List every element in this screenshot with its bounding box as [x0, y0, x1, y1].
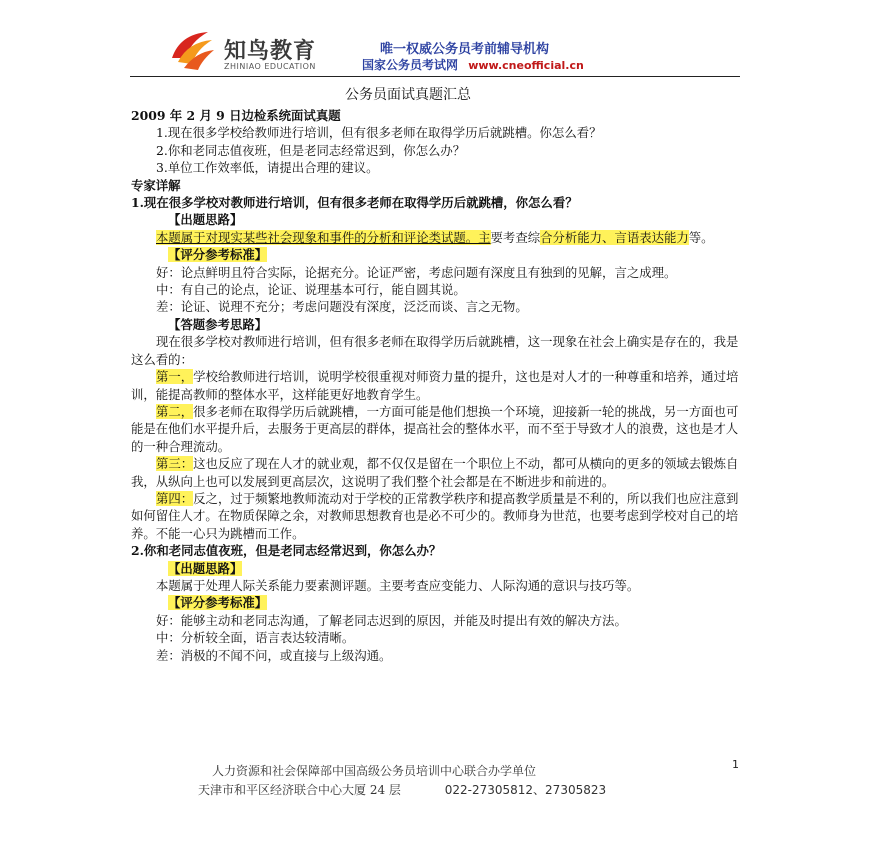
third-label: 第三： — [156, 456, 194, 472]
q1-answer-third — [131, 455, 741, 490]
q1-answer-first — [131, 368, 741, 403]
fourth-label: 第四： — [156, 490, 194, 506]
question-1-title: 1.现在很多学校对教师进行培训，但有很多老师在取得学历后就跳槽，你怎么看？ — [131, 195, 578, 211]
question-2-title: 2.你和老同志值夜班，但是老同志经常迟到，你怎么办？ — [131, 543, 442, 559]
zhiniao-logo — [168, 28, 348, 74]
header-site — [362, 56, 584, 73]
second-label: 第二， — [156, 403, 194, 419]
q2-idea-paragraph: 本题属于处理人际关系能力要素测评题。主要考查应变能力、人际沟通的意识与技巧等。 — [156, 577, 640, 593]
q2-standard-heading — [131, 594, 741, 611]
page-number: 1 — [732, 758, 739, 771]
q1-idea-paragraph — [131, 229, 741, 246]
q1-grade-mid: 中：有自己的论点，论证、说理基本可行，能自圆其说。 — [156, 282, 466, 298]
footer-organization: 人力资源和社会保障部中国高级公务员培训中心联合办学单位 — [212, 764, 537, 778]
q1-idea-heading: 【出题思路】 — [168, 212, 243, 228]
section-title: 2009 年 2 月 9 日边检系统面试真题 — [131, 108, 341, 123]
site-label: 国家公务员考试网 — [362, 58, 459, 72]
site-url-link[interactable]: www.cneofficial.cn — [468, 59, 584, 72]
q1-answer-second — [131, 403, 741, 455]
question-2-short: 2.你和老同志值夜班，但是老同志经常迟到，你怎么办？ — [156, 142, 466, 158]
q1-grade-bad: 差：论证、说理不充分；考虑问题没有深度，泛泛而谈、言之无物。 — [156, 299, 528, 315]
q2-grade-good: 好：能够主动和老同志沟通，了解老同志迟到的原因，并能及时提出有效的解决方法。 — [156, 612, 627, 628]
q1-idea-text-d: 等。 — [688, 229, 714, 245]
expert-heading: 专家详解 — [131, 177, 181, 193]
header-slogan: 唯一权威公务员考前辅导机构 — [380, 42, 550, 57]
question-1-short: 1.现在很多学校给教师进行培训，但有很多老师在取得学历后就跳槽。你怎么看？ — [156, 125, 602, 141]
logo-english-name: ZHINIAO EDUCATION — [224, 62, 316, 71]
document-title: 公务员面试真题汇总 — [345, 87, 471, 103]
q2-grade-mid: 中：分析较全面，语言表达较清晰。 — [156, 630, 355, 646]
q1-idea-highlight-a: 本题属于对现实某些社会现象和事件的分析和评论类试题。主 — [156, 229, 491, 245]
q1-answer-intro: 现在很多学校对教师进行培训，但有很多老师在取得学历后就跳槽，这一现象在社会上确实是存在的，我是这么看的： — [131, 334, 739, 367]
q1-answer-fourth — [131, 490, 741, 542]
footer-phone: 022-27305812、27305823 — [444, 783, 607, 797]
q1-standard-heading — [131, 246, 741, 263]
footer-address-text: 天津市和平区经济联合中心大厦 24 层 — [198, 783, 401, 797]
fourth-text: 反之，过于频繁地教师流动对于学校的正常教学秩序和提高教学质量是不利的，所以我们也应注意到如何留住人才。在物质保障之余，对教师思想教育也是必不可少的。教师身为世范，也要考虑到学校对自己的培养。不能一心只为跳槽而工作。 — [131, 490, 739, 541]
first-text: 学校给教师进行培训，说明学校很重视对师资力量的提升，这也是对人才的一种尊重和培养，通过培训，能提高教师的整体水平，这样能更好地教育学生。 — [131, 369, 739, 402]
q1-grade-good: 好：论点鲜明且符合实际，论据充分。论证严密，考虑问题有深度且有独到的见解，言之成理。 — [156, 264, 677, 280]
header-divider — [130, 76, 740, 77]
third-text: 这也反应了现在人才的就业观，都不仅仅是留在一个职位上不动，都可从横向的更多的领域去锻炼自我，从纵向上也可以发展到更高层次，这说明了我们整个社会都是在不断进步和前进的。 — [131, 456, 739, 489]
q1-answer-heading: 【答题参考思路】 — [168, 316, 268, 332]
bird-logo-icon — [168, 28, 216, 74]
q2-idea-heading-text: 【出题思路】 — [168, 560, 243, 576]
q1-standard-heading-text: 【评分参考标准】 — [168, 247, 268, 263]
document-body — [131, 107, 741, 664]
footer-address — [198, 781, 606, 798]
first-label: 第一， — [156, 369, 194, 385]
q2-grade-bad: 差：消极的不闻不问，或直接与上级沟通。 — [156, 647, 392, 663]
second-text: 很多老师在取得学历后就跳槽，一方面可能是他们想换一个环境，迎接新一轮的挑战，另一方面也可能是在他们水平提升后，去服务于更高层的群体，提高社会的整体水平，而不至于导致才人的浪费，这也是才人的一种合理流动。 — [131, 403, 739, 454]
q1-idea-highlight-c: 合分析能力、言语表达能力 — [540, 229, 689, 245]
question-3-short: 3.单位工作效率低，请提出合理的建议。 — [156, 160, 379, 176]
logo-chinese-name: 知鸟教育 — [224, 39, 317, 64]
q2-standard-heading-text: 【评分参考标准】 — [168, 595, 268, 611]
q1-idea-text-b: 要考查综 — [490, 229, 541, 245]
q2-idea-heading — [131, 560, 741, 577]
